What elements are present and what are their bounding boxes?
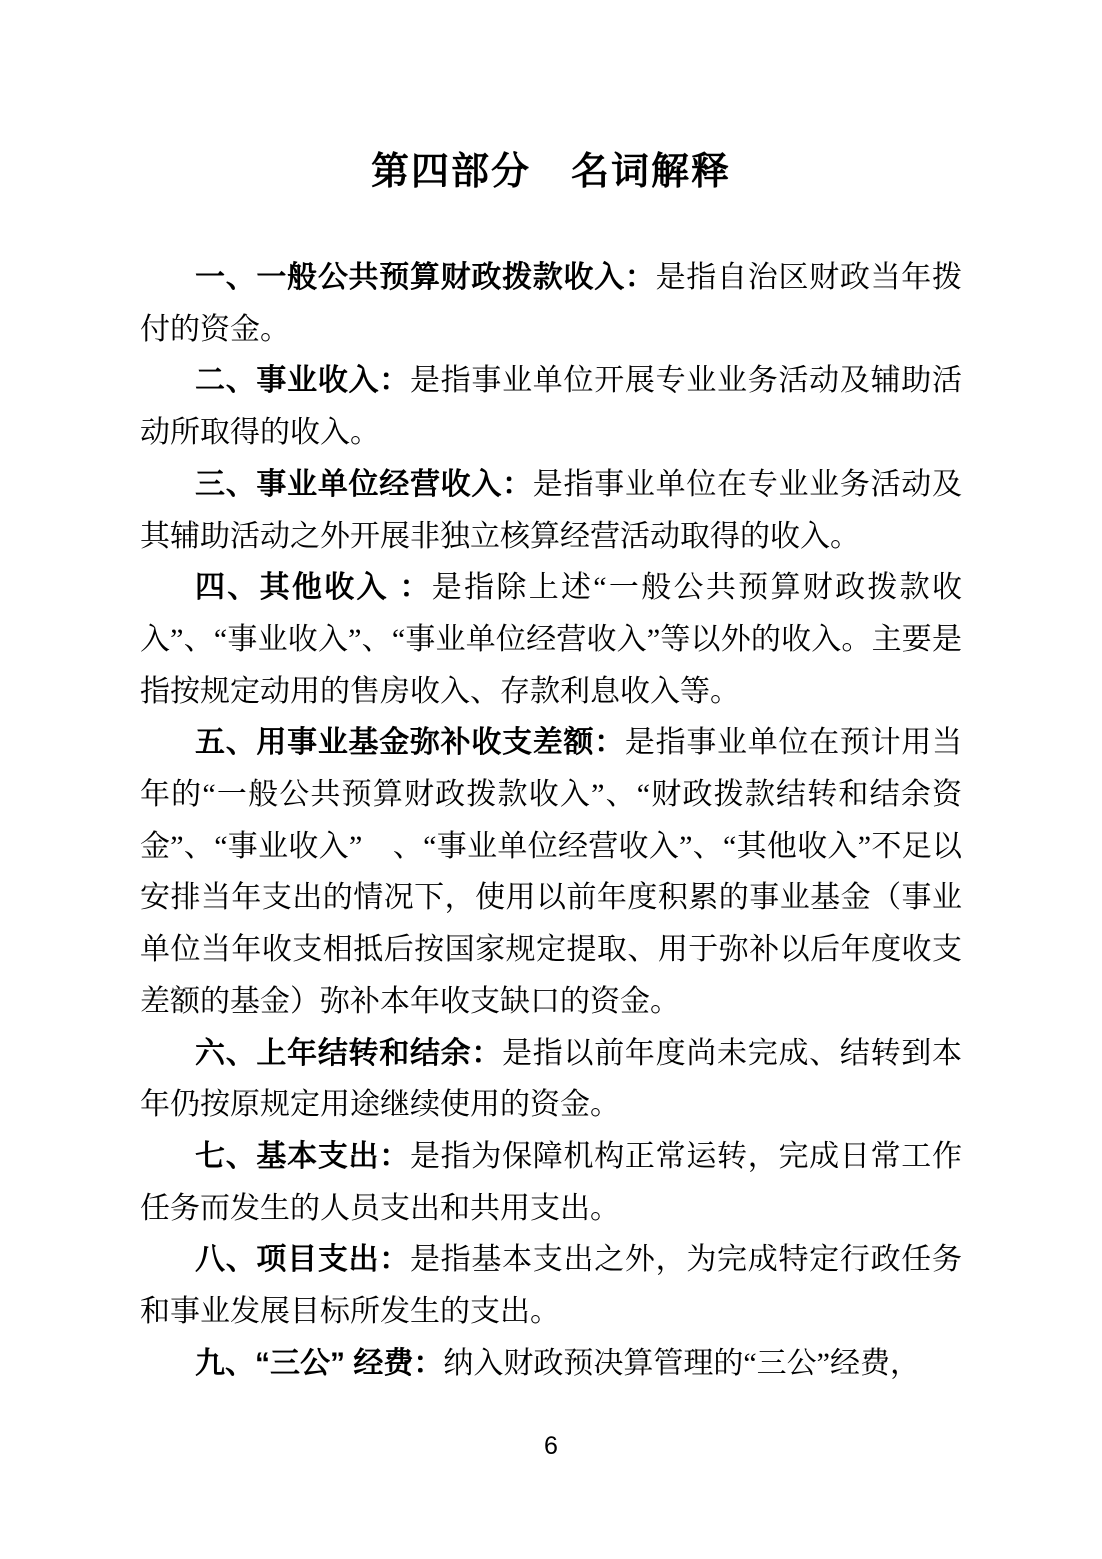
definition-term: 九、“三公” 经费： (195, 1346, 444, 1380)
page-title: 第四部分 名词解释 (370, 151, 731, 193)
definition-paragraph (140, 717, 962, 1027)
definition-text: 是指事业单位开展专业业务活动及辅助活动所取得的收入。 (140, 364, 963, 450)
definition-text: 是指事业单位在预计用当年的“一般公共预算财政拨款收入”、“财政拨款结转和结余资金”、“事业收入” 、“事业单位经营收入”、“其他收入”不足以安排当年支出的情况下，使用以前年度积累的事业基金（事业单位当年收支相抵后按国家规定提取、用于弥补以后年度收支差额的基金）弥补本年收支缺口的资金。 (140, 726, 963, 1018)
definition-text: 是指为保障机构正常运转，完成日常工作任务而发生的人员支出和共用支出。 (140, 1139, 963, 1225)
definition-text: 纳入财政预决算管理的“三公”经费， (443, 1346, 920, 1380)
definition-paragraph (140, 1131, 962, 1234)
definition-term: 三、事业单位经营收入： (195, 467, 533, 501)
definition-paragraph (140, 1338, 962, 1390)
definition-text: 是指以前年度尚未完成、结转到本年仍按原规定用途继续使用的资金。 (140, 1036, 963, 1122)
definition-text: 是指基本支出之外，为完成特定行政任务和事业发展目标所发生的支出。 (140, 1243, 963, 1329)
definition-text: 是指自治区财政当年拨付的资金。 (140, 261, 962, 346)
definition-term: 八、项目支出： (195, 1243, 410, 1277)
definitions-list (140, 252, 962, 1389)
definition-paragraph (140, 252, 962, 355)
definition-paragraph (140, 562, 962, 717)
definition-paragraph (140, 1234, 962, 1337)
definition-term: 二、事业收入： (195, 364, 410, 398)
definition-term: 五、用事业基金弥补收支差额： (195, 726, 625, 760)
definition-term: 一、一般公共预算财政拨款收入： (195, 261, 656, 294)
page-number: 6 (544, 1432, 558, 1460)
definition-text: 是指除上述“一般公共预算财政拨款收入”、“事业收入”、“事业单位经营收入”等以外的收入。主要是指按规定动用的售房收入、存款利息收入等。 (140, 571, 962, 708)
definition-paragraph (140, 1028, 962, 1131)
definition-term: 六、上年结转和结余： (195, 1036, 503, 1070)
definition-term: 四、其他收入 ： (195, 571, 432, 605)
definition-paragraph (140, 355, 962, 458)
definition-paragraph (140, 459, 962, 562)
definition-term: 七、基本支出： (195, 1139, 410, 1173)
definition-text: 是指事业单位在专业业务活动及其辅助活动之外开展非独立核算经营活动取得的收入。 (140, 467, 963, 553)
